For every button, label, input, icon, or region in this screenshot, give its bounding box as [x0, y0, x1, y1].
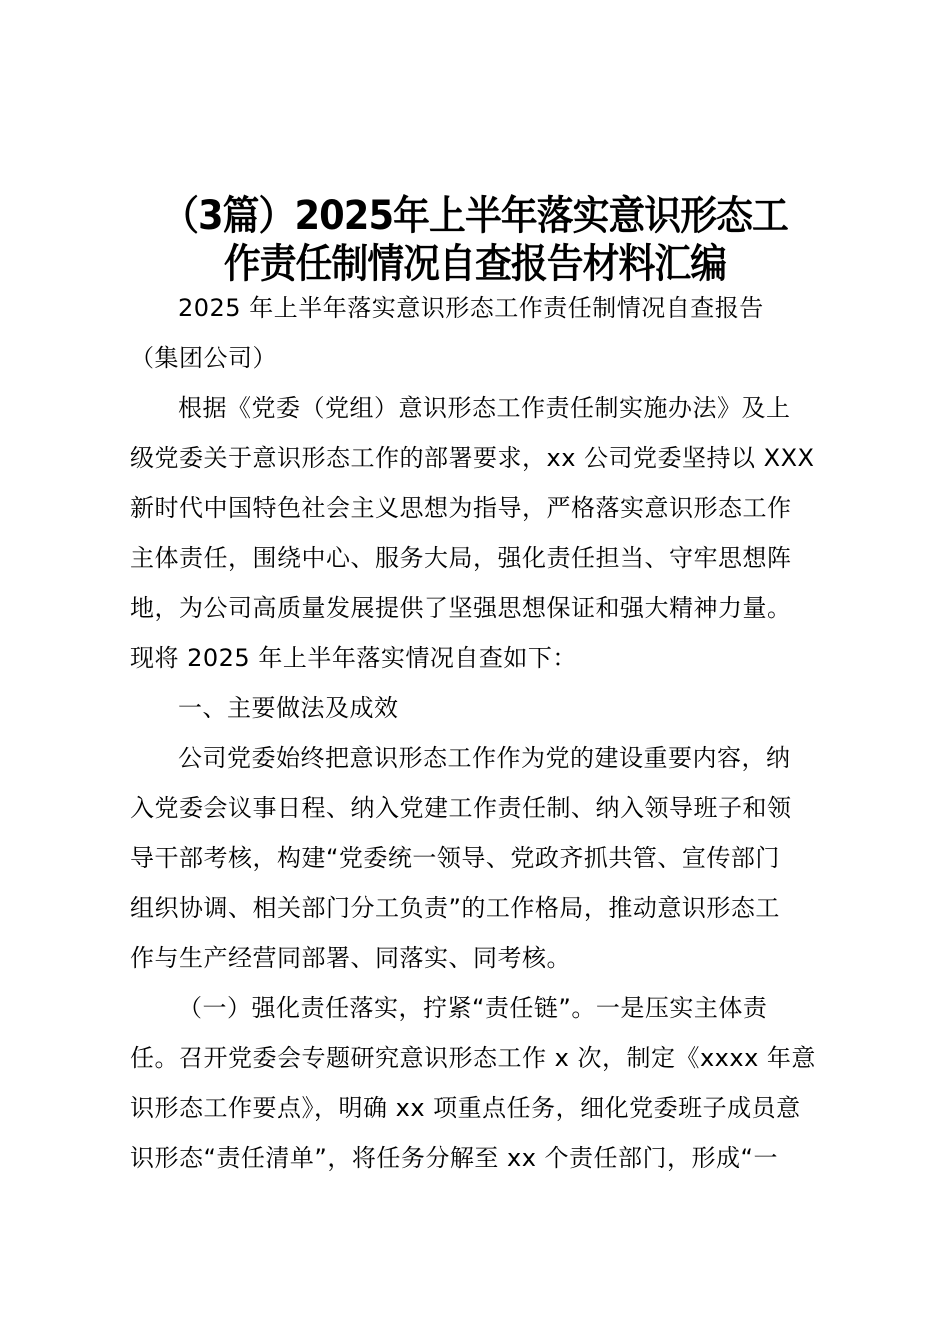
paragraph-line: 公司党委始终把意识形态工作作为党的建设重要内容，纳: [178, 744, 791, 772]
subtitle: 2025 年上半年落实意识形态工作责任制情况自查报告: [178, 294, 764, 322]
paragraph-line: （一）强化责任落实，拧紧“责任链”。一是压实主体责: [178, 994, 768, 1022]
paragraph-line: 主体责任，围绕中心、服务大局，强化责任担当、守牢思想阵: [130, 544, 792, 572]
paragraph-line: 根据《党委（党组）意识形态工作责任制实施办法》及上: [178, 394, 791, 422]
paragraph-line: 任。召开党委会专题研究意识形态工作 x 次，制定《xxxx 年意: [130, 1044, 816, 1072]
paragraph-line: 作与生产经营同部署、同落实、同考核。: [130, 944, 571, 972]
paragraph-line: 导干部考核，构建“党委统一领导、党政齐抓共管、宣传部门: [130, 844, 780, 872]
paragraph-line: 新时代中国特色社会主义思想为指导，严格落实意识形态工作: [130, 494, 792, 522]
paragraph-line: 识形态“责任清单”，将任务分解至 xx 个责任部门，形成“一: [130, 1144, 778, 1172]
subtitle-org: （集团公司）: [130, 344, 277, 372]
section-heading: 一、主要做法及成效: [178, 694, 399, 722]
paragraph-line: 识形态工作要点》，明确 xx 项重点任务，细化党委班子成员意: [130, 1094, 801, 1122]
document-title-line-1: （3篇）2025年上半年落实意识形态工: [162, 193, 788, 239]
paragraph-line: 地，为公司高质量发展提供了坚强思想保证和强大精神力量。: [130, 594, 792, 622]
paragraph-line: 级党委关于意识形态工作的部署要求，xx 公司党委坚持以 XXX: [130, 444, 815, 472]
document-title-line-2: 作责任制情况自查报告材料汇编: [223, 241, 727, 287]
paragraph-line: 入党委会议事日程、纳入党建工作责任制、纳入领导班子和领: [130, 794, 792, 822]
paragraph-line: 组织协调、相关部门分工负责”的工作格局，推动意识形态工: [130, 894, 780, 922]
paragraph-line: 现将 2025 年上半年落实情况自查如下：: [130, 644, 577, 672]
